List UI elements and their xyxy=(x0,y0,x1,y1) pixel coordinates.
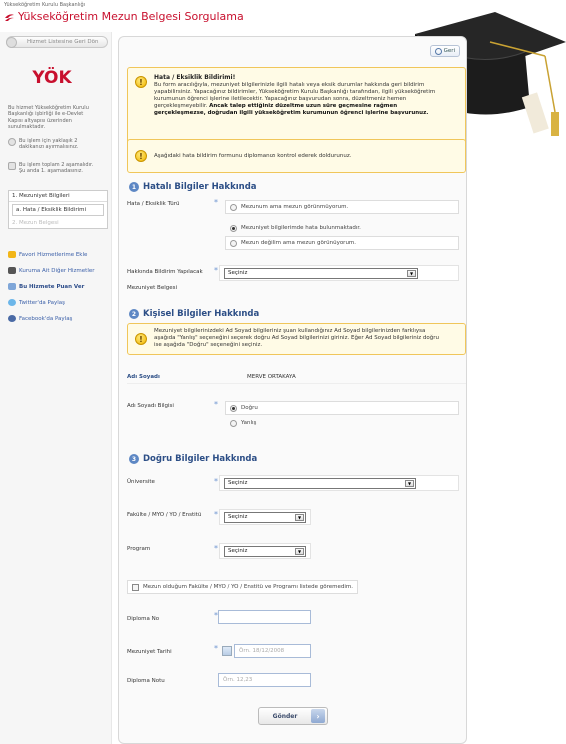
name-key: Adı Soyadı xyxy=(127,374,160,380)
university-label: Üniversite xyxy=(127,479,155,485)
sidebar xyxy=(0,32,112,744)
radio-option-data-error[interactable] xyxy=(225,221,459,235)
step-list xyxy=(8,190,108,229)
info-line: Mezuniyet bilgilerinizdeki Ad Soyad bilgileriniz şuan kullandığınız Ad Soyad bilgilerinizden farklıysa xyxy=(154,328,426,334)
star-icon xyxy=(8,251,16,258)
submit-label: Gönder xyxy=(272,712,298,720)
section-title: Doğru Bilgiler Hakkında xyxy=(143,454,258,464)
radio-button[interactable] xyxy=(230,420,237,427)
steps-icon xyxy=(8,162,16,170)
desc-line: Kapısı altyapısı üzerinden xyxy=(8,117,72,124)
section-dogru-bilgiler xyxy=(129,454,257,464)
twitter-icon xyxy=(8,299,16,306)
warning-line: gerçekleşmeyebilir. xyxy=(154,103,208,109)
select-value: Seçiniz xyxy=(228,270,248,276)
warning-bold-text: Ancak talep ettiğiniz düzeltme uzun süre geçmesine rağmen xyxy=(209,103,398,109)
chevron-down-icon: ▼ xyxy=(295,514,304,521)
time-note-line: dakikanızı ayırmalısınız. xyxy=(19,144,79,150)
certificate-select[interactable] xyxy=(224,268,418,279)
section-title: Hatalı Bilgiler Hakkında xyxy=(143,182,257,192)
not-in-list-checkbox-row[interactable] xyxy=(127,580,358,594)
required-mark: * xyxy=(214,544,218,553)
diploma-grade-placeholder: Örn. 12,23 xyxy=(223,677,253,683)
time-note-line: Bu işlem için yaklaşık 2 xyxy=(19,138,78,144)
radio-label: Doğru xyxy=(241,405,258,411)
name-row xyxy=(127,374,466,384)
diploma-grade-label: Diploma Notu xyxy=(127,678,165,684)
facebook-share-link[interactable] xyxy=(8,315,72,322)
certificate-label-line: Mezuniyet Belgesi xyxy=(127,285,178,291)
required-mark: * xyxy=(214,611,218,620)
radio-wrong[interactable] xyxy=(225,416,459,430)
name-value: MERVE ORTAKAYA xyxy=(247,374,296,380)
yok-logo-text: YÖK xyxy=(32,68,72,88)
radio-label: Yanlış xyxy=(241,420,257,426)
required-mark: * xyxy=(214,644,218,653)
page-title-text: Yükseköğretim Mezun Belgesi Sorgulama xyxy=(18,10,244,23)
back-button[interactable] xyxy=(430,45,460,57)
radio-label: Mezuniyet bilgilerimde hata bulunmaktadır. xyxy=(241,225,361,231)
service-description xyxy=(8,105,89,130)
required-mark: * xyxy=(214,198,218,207)
grad-date-input[interactable] xyxy=(234,644,311,658)
steps-note-line: Şu anda 1. aşamadasınız. xyxy=(19,168,84,174)
favorite-link[interactable] xyxy=(8,251,87,258)
program-select[interactable] xyxy=(224,546,306,557)
diploma-notice-box xyxy=(127,139,466,173)
name-info-label: Adı Soyadı Bilgisi xyxy=(127,403,174,409)
edevlet-logo-icon xyxy=(4,12,15,22)
main-panel xyxy=(118,36,467,744)
rate-service-link[interactable] xyxy=(8,283,84,290)
warning-icon: ! xyxy=(135,76,147,88)
clock-icon xyxy=(8,138,16,146)
section-title: Kişisel Bilgiler Hakkında xyxy=(143,309,260,319)
rate-service-label: Bu Hizmete Puan Ver xyxy=(19,283,85,290)
warning-title: Hata / Eksiklik Bildirimi! xyxy=(154,74,236,81)
calendar-icon[interactable] xyxy=(222,646,232,656)
radio-button[interactable] xyxy=(230,240,237,247)
radio-label: Mezun değilim ama mezun görünüyorum. xyxy=(241,240,357,246)
back-arrow-icon xyxy=(6,37,17,48)
chevron-down-icon: ▼ xyxy=(407,270,416,277)
error-type-label: Hata / Eksiklik Türü xyxy=(127,201,180,207)
info-line: aşağıda "Yanlış" seçeneğini seçerek doğru Ad Soyad bilgilerinizi giriniz. Eğer Ad Soyad bilgileriniz doğru xyxy=(154,335,439,341)
radio-button[interactable] xyxy=(230,225,237,232)
university-select[interactable] xyxy=(224,478,416,489)
radio-option-not-visible[interactable] xyxy=(225,200,459,214)
section-number-badge: 2 xyxy=(129,309,139,319)
rating-icon xyxy=(8,283,16,290)
other-services-link[interactable] xyxy=(8,267,95,274)
step-mezuniyet-bilgileri: 1. Mezuniyet Bilgileri xyxy=(9,191,107,202)
checkbox-label: Mezun olduğum Fakülte / MYO / YO / Enstitü ve Programı listede göremedim. xyxy=(143,584,353,590)
warning-line: yapabilirsiniz. Yapacağınız bildirimler, Yükseköğretim Kurulu Başkanlığı tarafından, ilgili yükseköğretim xyxy=(154,89,436,95)
warning-body xyxy=(154,82,464,117)
section-number-badge: 1 xyxy=(129,182,139,192)
select-value: Seçiniz xyxy=(228,548,248,554)
warning-icon: ! xyxy=(135,333,147,345)
warning-line: Bu form aracılığıyla, mezuniyet bilgilerinizle ilgili hatalı veya eksik durumlar hakkında geri bildirim xyxy=(154,82,425,88)
submit-button[interactable] xyxy=(258,707,328,725)
desc-line: Bu hizmet Yükseköğretim Kurulu xyxy=(8,105,89,111)
faculty-label: Fakülte / MYO / YO / Enstitü xyxy=(127,512,202,518)
section-number-badge: 3 xyxy=(129,454,139,464)
step-hata-eksiklik: a. Hata / Eksiklik Bildirimi xyxy=(12,204,104,216)
select-value: Seçiniz xyxy=(228,480,248,486)
certificate-select-wrap xyxy=(219,265,459,281)
chevron-down-icon: ▼ xyxy=(295,548,304,555)
back-button-label: Geri xyxy=(443,48,455,54)
desc-line: sunulmaktadır. xyxy=(8,123,46,130)
diploma-notice-text: Aşağıdaki hata bildirim formunu diplomanızı kontrol ederek doldurunuz. xyxy=(154,153,352,159)
certificate-label xyxy=(127,268,203,277)
info-line: ise aşağıda "Doğru" seçeneğini seçiniz. xyxy=(154,342,263,348)
facebook-icon xyxy=(8,315,16,322)
time-note xyxy=(8,138,78,150)
favorite-link-label: Favori Hizmetlerime Ekle xyxy=(19,251,88,258)
radio-label: Mezunum ama mezun görünmüyorum. xyxy=(241,204,349,210)
name-info-text xyxy=(154,328,464,349)
back-to-services-button[interactable] xyxy=(6,36,108,48)
radio-button[interactable] xyxy=(230,204,237,211)
org-name: Yükseköğretim Kurulu Başkanlığı xyxy=(4,2,86,8)
other-services-label: Kuruma Ait Diğer Hizmetler xyxy=(19,267,95,274)
required-mark: * xyxy=(214,266,218,275)
required-mark: * xyxy=(214,400,218,409)
required-mark: * xyxy=(214,510,218,519)
twitter-share-link[interactable] xyxy=(8,299,65,306)
program-select-wrap xyxy=(219,543,311,559)
faculty-select[interactable] xyxy=(224,512,306,523)
faculty-select-wrap xyxy=(219,509,311,525)
grad-date-placeholder: Örn. 18/12/2008 xyxy=(239,648,285,654)
twitter-share-label: Twitter'da Paylaş xyxy=(19,299,66,306)
chevron-down-icon: ▼ xyxy=(405,480,414,487)
steps-note xyxy=(8,162,93,174)
arrow-right-icon: › xyxy=(311,709,325,723)
diploma-grade-input[interactable] xyxy=(218,673,311,687)
university-select-wrap xyxy=(219,475,459,491)
radio-correct[interactable] xyxy=(225,401,459,415)
program-label: Program xyxy=(127,546,151,552)
select-value: Seçiniz xyxy=(228,514,248,520)
page-title xyxy=(4,10,244,23)
steps-note-line: Bu işlem toplam 2 aşamalıdır. xyxy=(19,162,94,168)
radio-option-not-graduate[interactable] xyxy=(225,236,459,250)
warning-icon: ! xyxy=(135,150,147,162)
yok-logo xyxy=(32,66,72,88)
required-mark: * xyxy=(214,477,218,486)
radio-button[interactable] xyxy=(230,405,237,412)
name-info-box xyxy=(127,323,466,355)
warning-bold-text: gerçekleşmezse, doğrudan ilgili yükseköğretim kurumunun öğrenci işlerine başvurunuz. xyxy=(154,110,429,116)
diploma-no-input[interactable] xyxy=(218,610,311,624)
diploma-no-label: Diploma No xyxy=(127,616,160,622)
back-arrow-icon xyxy=(435,48,442,55)
desc-line: Başkanlığı işbirliği ile e-Devlet xyxy=(8,111,84,118)
facebook-share-label: Facebook'da Paylaş xyxy=(19,315,73,322)
back-to-services-label: Hizmet Listesine Geri Dön xyxy=(27,39,99,45)
institution-icon xyxy=(8,267,16,274)
not-in-list-checkbox[interactable] xyxy=(132,584,139,591)
section-hatali-bilgiler xyxy=(129,182,257,192)
step-mezun-belgesi: 2. Mezun Belgesi xyxy=(12,220,59,226)
warning-line: kurumunun öğrenci işlerine iletilecektir. Yapacağınız başvurudan sonra, düzeltmeniz hemen xyxy=(154,96,407,102)
section-kisisel-bilgiler xyxy=(129,309,259,319)
certificate-label-line: Hakkında Bildirim Yapılacak xyxy=(127,269,203,275)
grad-date-label: Mezuniyet Tarihi xyxy=(127,649,172,655)
